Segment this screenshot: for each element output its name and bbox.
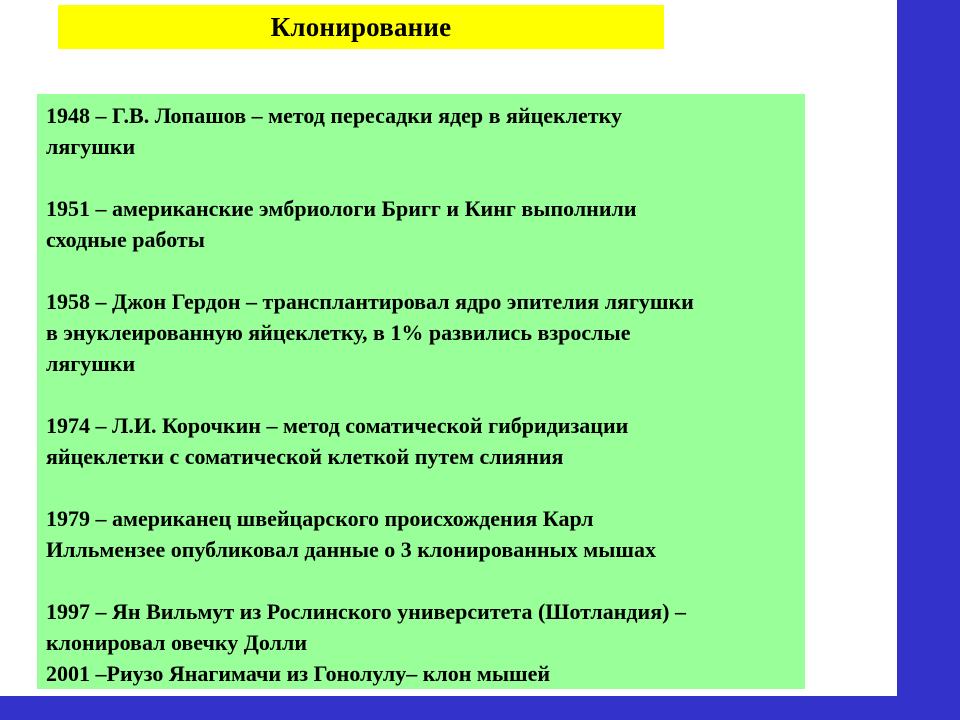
timeline-entry-line: 2001 –Риузо Янагимачи из Гонолулу– клон мышей [46, 661, 551, 686]
timeline-entry [46, 503, 797, 565]
timeline-entry-line: яйцеклетки с соматической клеткой путем слияния [46, 444, 564, 469]
timeline-entry-line: 1948 – Г.В. Лопашов – метод пересадки ядер в яйцеклетку [46, 103, 622, 128]
entry-spacer [46, 379, 797, 410]
slide-title: Клонирование [58, 5, 664, 49]
timeline-entry [46, 286, 797, 379]
timeline-entry [46, 193, 797, 255]
bottom-frame-bar [0, 696, 960, 720]
entry-spacer [46, 255, 797, 286]
timeline-entry [46, 100, 797, 162]
timeline-entry-line: 1979 – американец швейцарского происхождения Карл [46, 506, 594, 531]
timeline-entry [46, 596, 797, 658]
timeline-text-box [37, 94, 805, 689]
entry-spacer [46, 565, 797, 596]
timeline-entry-line: 1974 – Л.И. Корочкин – метод соматической гибридизации [46, 413, 629, 438]
timeline-entry-line: лягушки [46, 134, 136, 159]
side-frame-bar [897, 0, 960, 720]
timeline-entry-line: 1997 – Ян Вильмут из Рослинского университета (Шотландия) – [46, 599, 686, 624]
timeline-entry [46, 410, 797, 472]
timeline-entry-line: клонировал овечку Долли [46, 630, 308, 655]
timeline-entry-line: в энуклеированную яйцеклетку, в 1% развились взрослые [46, 320, 631, 345]
entry-spacer [46, 472, 797, 503]
timeline-entry-line: лягушки [46, 351, 136, 376]
entry-spacer [46, 162, 797, 193]
timeline-entry-line: Илльмензее опубликовал данные о 3 клонированных мышах [46, 537, 656, 562]
timeline-entry-line: 1958 – Джон Гердон – трансплантировал ядро эпителия лягушки [46, 289, 694, 314]
timeline-entry-line: сходные работы [46, 227, 205, 252]
timeline-entry [46, 658, 797, 689]
timeline-entry-line: 1951 – американские эмбриологи Бригг и Кинг выполнили [46, 196, 637, 221]
